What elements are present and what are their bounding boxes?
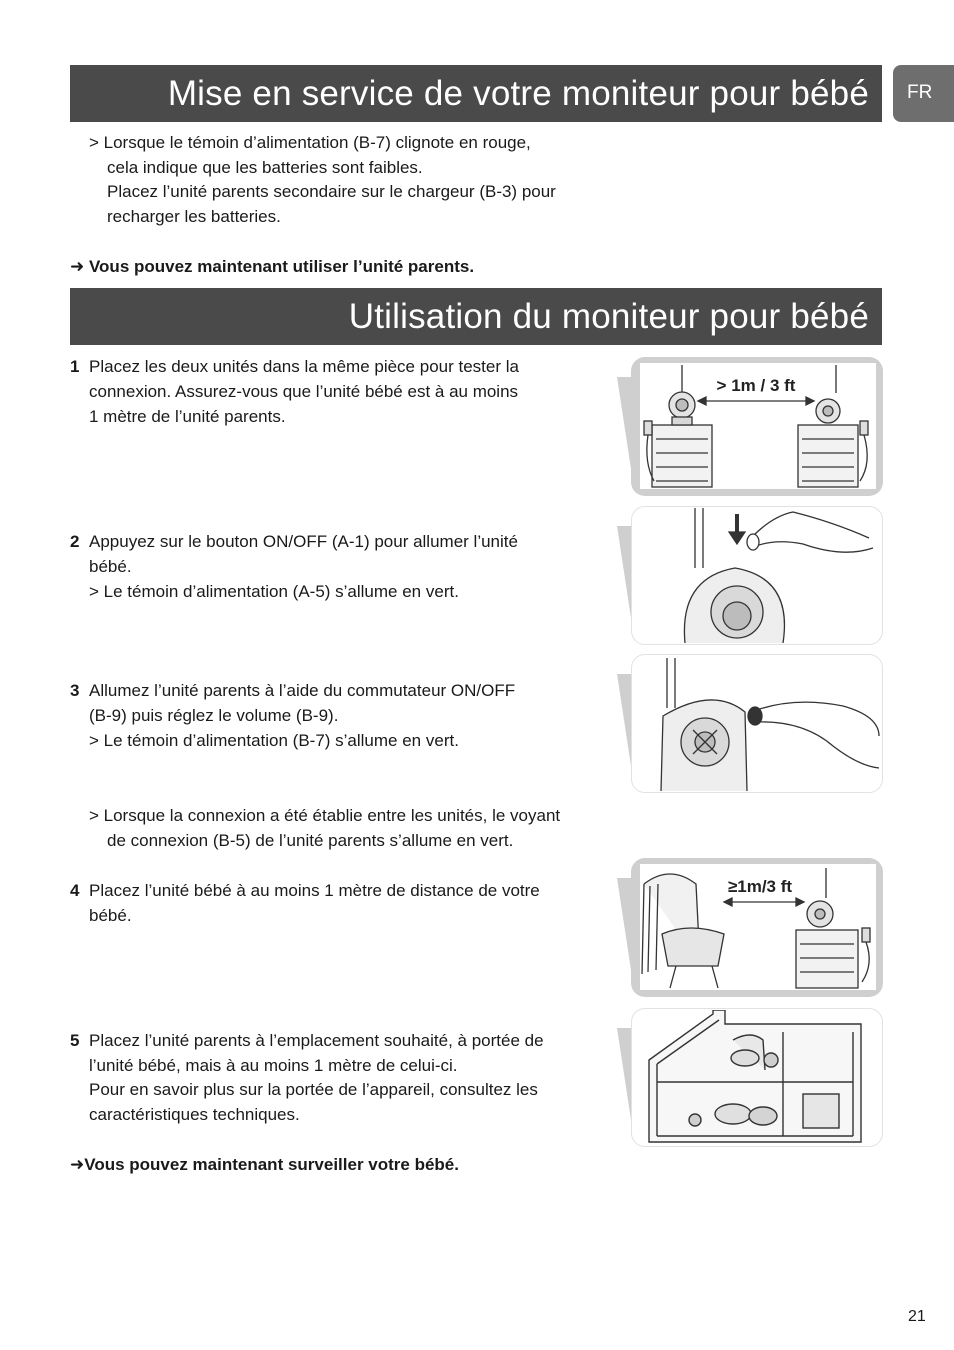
language-tab-label: FR	[907, 82, 933, 103]
step-line: connexion. Assurez-vous que l’unité bébé est à au moins	[89, 382, 519, 401]
step-line: Placez l’unité parents à l’emplacement souhaité, à portée de	[89, 1031, 544, 1050]
step-line: (B-9) puis réglez le volume (B-9).	[89, 706, 339, 725]
step-line: Pour en savoir plus sur la portée de l’appareil, consultez les	[89, 1080, 538, 1099]
press-button-illustration	[633, 508, 881, 643]
intro-line: Placez l’unité parents secondaire sur le chargeur (B-3) pour	[107, 182, 556, 201]
step-note-line: > Lorsque la connexion a été établie entre les unités, le voyant	[89, 806, 561, 825]
step-line: caractéristiques techniques.	[89, 1105, 300, 1124]
step-number: 3	[70, 681, 80, 700]
step-line: bébé.	[89, 557, 132, 576]
step-line: 1 mètre de l’unité parents.	[89, 407, 286, 426]
step-line: > Le témoin d’alimentation (A-5) s’allume en vert.	[89, 582, 459, 601]
figure-distance-label: > 1m / 3 ft	[716, 376, 796, 395]
step-number: 1	[70, 357, 80, 376]
step-line: Placez l’unité bébé à au moins 1 mètre de distance de votre	[89, 881, 540, 900]
step-line: Placez les deux unités dans la même pièce pour tester la	[89, 357, 519, 376]
step-line: Allumez l’unité parents à l’aide du commutateur ON/OFF	[89, 681, 516, 700]
units-distance-illustration	[640, 363, 876, 489]
house-placement-illustration	[633, 1010, 881, 1145]
intro-line: cela indique que les batteries sont faibles.	[107, 158, 423, 177]
step-number: 2	[70, 532, 80, 551]
step-number: 4	[70, 881, 80, 900]
page-title: Mise en service de votre moniteur pour bébé	[167, 73, 869, 113]
page-number: 21	[908, 1308, 926, 1325]
language-tab	[893, 65, 954, 122]
step-line: > Le témoin d’alimentation (B-7) s’allume en vert.	[89, 731, 459, 750]
step-line: bébé.	[89, 906, 132, 925]
step-number: 5	[70, 1031, 80, 1050]
intro-result: ➜ Vous pouvez maintenant utiliser l’unité parents.	[70, 257, 475, 276]
final-result: ➜Vous pouvez maintenant surveiller votre bébé.	[70, 1155, 459, 1174]
parent-unit-switch-illustration	[633, 656, 881, 791]
intro-line: > Lorsque le témoin d’alimentation (B-7) clignote en rouge,	[89, 133, 531, 152]
figure-parent-unit-switch	[631, 654, 883, 793]
figure-crib-distance	[631, 858, 883, 997]
figure-press-button	[631, 506, 883, 645]
intro-line: recharger les batteries.	[107, 207, 281, 226]
page-title-banner	[70, 65, 882, 122]
step-line: Appuyez sur le bouton ON/OFF (A-1) pour allumer l’unité	[89, 532, 518, 551]
figure-crib-distance-label: ≥1m/3 ft	[727, 877, 793, 896]
section-title: Utilisation du moniteur pour bébé	[348, 296, 869, 336]
step-line: l’unité bébé, mais à au moins 1 mètre de celui-ci.	[89, 1056, 458, 1075]
figure-house-placement	[631, 1008, 883, 1147]
step-note-line: de connexion (B-5) de l’unité parents s’allume en vert.	[107, 831, 514, 850]
crib-distance-illustration	[640, 864, 876, 990]
section-title-banner	[70, 288, 882, 345]
figure-units-distance	[631, 357, 883, 496]
